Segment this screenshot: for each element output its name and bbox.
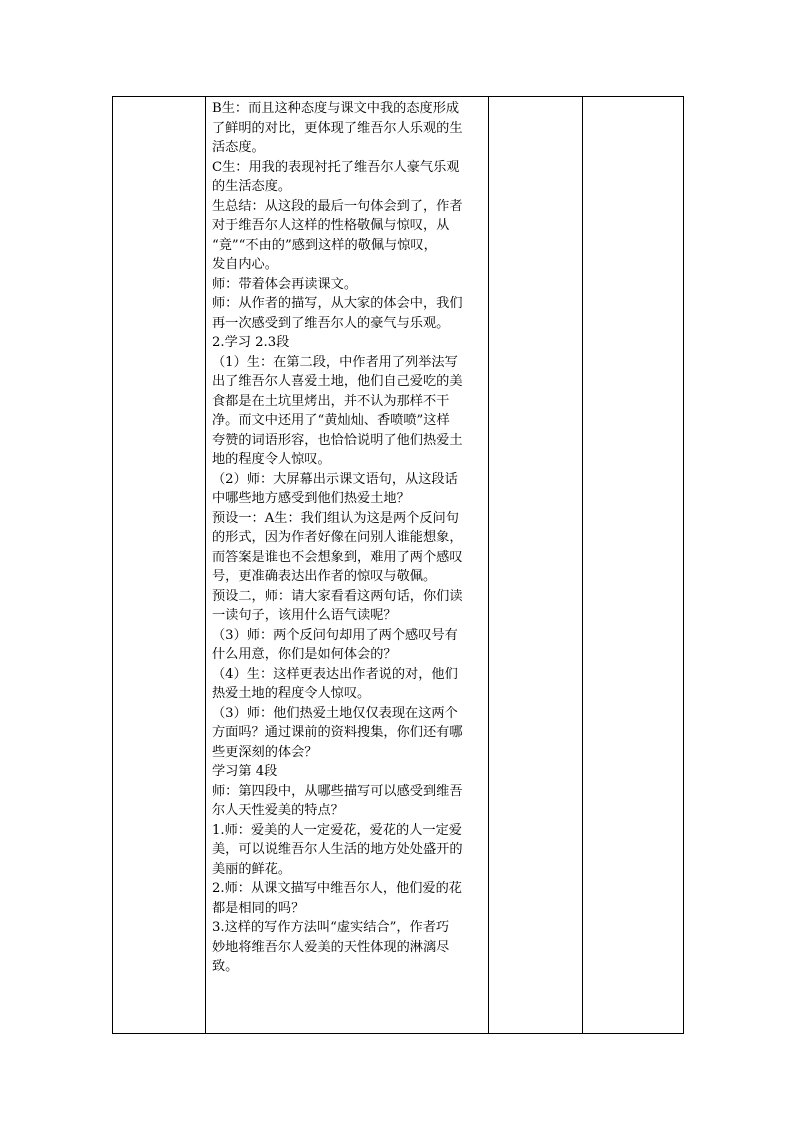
text-line: 夸赞的词语形容，也恰恰说明了他们热爱土 [212,432,463,448]
text-line: 1.师：爱美的人一定爱花，爱花的人一定爱 [212,822,462,838]
right-column-cell [583,97,684,1034]
text-line: “竟”“不由的”感到这样的敬佩与惊叹， [212,237,437,253]
text-line: 2.师：从课文描写中维吾尔人，他们爱的花 [212,881,462,896]
text-line: 的形式，因为作者好像在问别人谁能想象， [212,530,463,545]
text-line: （3）师：他们热爱土地仅仅表现在这两个 [212,705,458,721]
text-line: 再一次感受到了维吾尔人的豪气与乐观。 [212,315,450,331]
text-line: B生：而且这种态度与课文中我的态度形成 [212,101,460,116]
text-line: 出了维吾尔人喜爱土地，他们自己爱吃的美 [212,374,463,389]
text-line: 师：从作者的描写，从大家的体会中，我们 [212,296,463,311]
text-line: 食都是在土坑里烤出，并不认为那样不干 [212,393,450,409]
text-line: （3）师：两个反问句却用了两个感叹号有 [212,627,458,643]
text-line: 中哪些地方感受到他们热爱土地？ [212,491,410,506]
text-line: 些更深刻的体会？ [212,744,318,760]
teaching-process-text [206,97,488,977]
text-line: 热爱土地的程度令人惊叹。 [212,686,371,701]
lesson-plan-table [112,96,684,1034]
text-line: 美丽的鲜花。 [212,861,292,877]
text-line: 一读句子，该用什么语气读呢？ [212,608,397,623]
text-line: 尔人天性爱美的特点？ [212,803,344,818]
text-line: 致。 [212,959,239,974]
text-line: （1）生：在第二段，中作者用了列举法写 [212,354,458,370]
text-line: 2.学习 2.3段 [212,335,290,350]
text-line: （2）师：大屏幕出示课文语句，从这段话 [212,471,458,487]
text-line: 号，更准确表达出作者的惊叹与敬佩。 [212,569,437,584]
text-line: （4）生：这样更表达出作者说的对，他们 [212,666,458,682]
teaching-process-cell [206,97,489,1034]
text-line: 了鲜明的对比，更体现了维吾尔人乐观的生 [212,120,463,136]
text-line: 而答案是谁也不会想象到，难用了两个感叹 [212,549,463,565]
text-line: 美，可以说维吾尔人生活的地方处处盛开的 [212,842,463,857]
text-line: 预设二，师：请大家看看这两句话，你们读 [212,588,463,604]
text-line: 方面吗？通过课前的资料搜集，你们还有哪 [212,725,463,740]
left-column-cell [113,97,206,1034]
text-line: C生：用我的表现衬托了维吾尔人豪气乐观 [212,159,460,175]
third-column-cell [489,97,583,1034]
text-line: 什么用意，你们是如何体会的？ [212,647,397,662]
text-line: 师：带着体会再读课文。 [212,276,358,292]
text-line: 活态度。 [212,140,265,155]
text-line: 发自内心。 [212,257,278,272]
text-line: 都是相同的吗？ [212,900,305,916]
text-line: 地的程度令人惊叹。 [212,452,331,467]
text-line: 3.这样的写作方法叫“虚实结合”，作者巧 [212,920,450,935]
text-line: 学习第 4段 [212,764,278,779]
text-line: 妙地将维吾尔人爱美的天性体现的淋漓尽 [212,939,450,955]
table-row [113,97,684,1034]
text-line: 生总结：从这段的最后一句体会到了，作者 [212,198,463,214]
text-line: 预设一：A生：我们组认为这是两个反问句 [212,510,459,526]
text-line: 的生活态度。 [212,179,292,194]
text-line: 净。而文中还用了“黄灿灿、香喷喷”这样 [212,413,450,428]
text-line: 师：第四段中，从哪些描写可以感受到维吾 [212,783,463,799]
text-line: 对于维吾尔人这样的性格敬佩与惊叹，从 [212,218,450,233]
